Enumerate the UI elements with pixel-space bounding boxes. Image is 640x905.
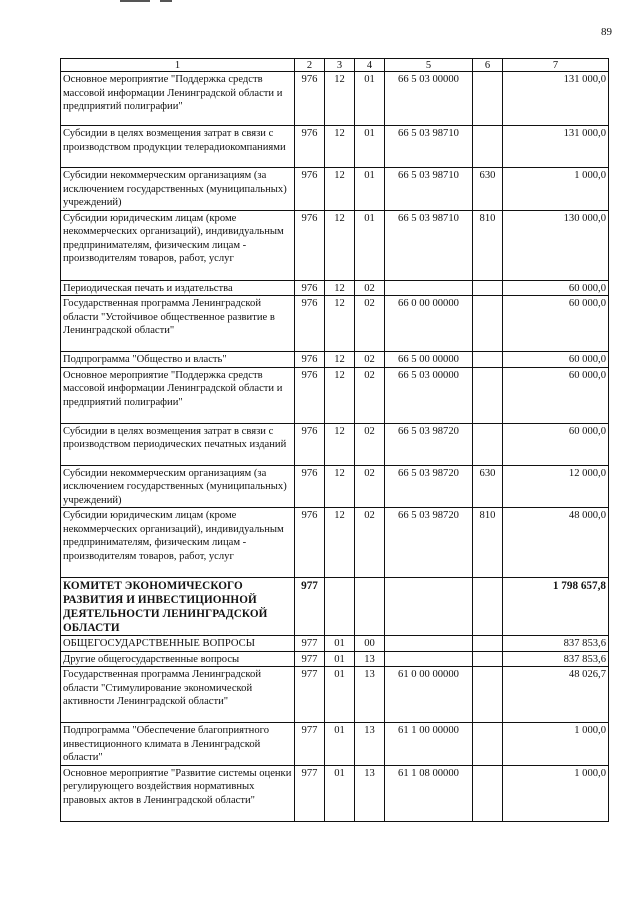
row-ministry-code: 976 bbox=[295, 210, 325, 280]
scan-artifact-left bbox=[120, 0, 150, 2]
page-number: 89 bbox=[601, 26, 612, 38]
scan-artifact-right bbox=[160, 0, 172, 2]
row-expense-type bbox=[473, 578, 503, 636]
column-header: 7 bbox=[503, 59, 609, 72]
row-target-article bbox=[385, 578, 473, 636]
row-description: Подпрограмма "Общество и власть" bbox=[61, 352, 295, 368]
row-subsection-code: 13 bbox=[355, 765, 385, 821]
row-ministry-code: 977 bbox=[295, 723, 325, 766]
column-header: 2 bbox=[295, 59, 325, 72]
row-expense-type: 810 bbox=[473, 508, 503, 578]
row-target-article bbox=[385, 636, 473, 652]
row-section-code: 12 bbox=[325, 168, 355, 211]
row-amount: 130 000,0 bbox=[503, 210, 609, 280]
table-row bbox=[61, 465, 609, 508]
row-section-code: 12 bbox=[325, 280, 355, 296]
row-subsection-code: 02 bbox=[355, 296, 385, 352]
row-amount: 131 000,0 bbox=[503, 72, 609, 126]
row-amount: 837 853,6 bbox=[503, 636, 609, 652]
row-amount: 48 026,7 bbox=[503, 667, 609, 723]
table-row bbox=[61, 210, 609, 280]
row-description: Основное мероприятие "Поддержка средств массовой информации Ленинградской области и предприятий полиграфии" bbox=[61, 72, 295, 126]
row-target-article: 66 5 03 98710 bbox=[385, 126, 473, 168]
row-ministry-code: 976 bbox=[295, 280, 325, 296]
row-target-article: 66 5 03 98710 bbox=[385, 168, 473, 211]
row-section-code: 12 bbox=[325, 72, 355, 126]
row-amount: 1 000,0 bbox=[503, 168, 609, 211]
row-subsection-code: 02 bbox=[355, 465, 385, 508]
table-row bbox=[61, 367, 609, 423]
header-row bbox=[61, 59, 609, 72]
row-target-article: 66 5 03 00000 bbox=[385, 72, 473, 126]
row-ministry-code: 976 bbox=[295, 423, 325, 465]
row-description: Государственная программа Ленинградской области "Устойчивое общественное развитие в Ленинградской области" bbox=[61, 296, 295, 352]
row-ministry-code: 976 bbox=[295, 126, 325, 168]
row-section-code: 01 bbox=[325, 723, 355, 766]
column-header: 6 bbox=[473, 59, 503, 72]
table-row bbox=[61, 423, 609, 465]
row-ministry-code: 977 bbox=[295, 578, 325, 636]
row-description: ОБЩЕГОСУДАРСТВЕННЫЕ ВОПРОСЫ bbox=[61, 636, 295, 652]
column-header: 5 bbox=[385, 59, 473, 72]
row-description: Субсидии некоммерческим организациям (за исключением государственных (муниципальных) учреждений) bbox=[61, 168, 295, 211]
row-subsection-code: 01 bbox=[355, 126, 385, 168]
row-description: Другие общегосударственные вопросы bbox=[61, 651, 295, 667]
row-subsection-code: 01 bbox=[355, 72, 385, 126]
row-ministry-code: 976 bbox=[295, 72, 325, 126]
row-description: Субсидии юридическим лицам (кроме некоммерческих организаций), индивидуальным предпринимателям, физическим лицам - производителям товаров, работ, услуг bbox=[61, 508, 295, 578]
column-header: 4 bbox=[355, 59, 385, 72]
row-ministry-code: 977 bbox=[295, 636, 325, 652]
row-section-code: 01 bbox=[325, 667, 355, 723]
row-description: Государственная программа Ленинградской области "Стимулирование экономической активности Ленинградской области" bbox=[61, 667, 295, 723]
row-expense-type bbox=[473, 667, 503, 723]
row-target-article: 61 1 00 00000 bbox=[385, 723, 473, 766]
row-amount: 1 798 657,8 bbox=[503, 578, 609, 636]
row-ministry-code: 976 bbox=[295, 465, 325, 508]
table-row bbox=[61, 765, 609, 821]
row-description: Субсидии некоммерческим организациям (за исключением государственных (муниципальных) учреждений) bbox=[61, 465, 295, 508]
column-header: 1 bbox=[61, 59, 295, 72]
row-section-code: 12 bbox=[325, 126, 355, 168]
table-row bbox=[61, 352, 609, 368]
row-subsection-code: 02 bbox=[355, 352, 385, 368]
row-target-article: 66 5 03 98720 bbox=[385, 508, 473, 578]
row-amount: 48 000,0 bbox=[503, 508, 609, 578]
table-row bbox=[61, 723, 609, 766]
row-expense-type: 810 bbox=[473, 210, 503, 280]
row-description: Субсидии юридическим лицам (кроме некоммерческих организаций), индивидуальным предпринимателям, физическим лицам - производителям товаров, работ, услуг bbox=[61, 210, 295, 280]
row-subsection-code: 01 bbox=[355, 168, 385, 211]
row-expense-type bbox=[473, 423, 503, 465]
row-section-code: 01 bbox=[325, 651, 355, 667]
row-subsection-code: 13 bbox=[355, 667, 385, 723]
row-section-code: 01 bbox=[325, 765, 355, 821]
row-expense-type bbox=[473, 72, 503, 126]
row-subsection-code: 02 bbox=[355, 367, 385, 423]
row-target-article: 66 5 00 00000 bbox=[385, 352, 473, 368]
row-target-article bbox=[385, 651, 473, 667]
row-section-code: 12 bbox=[325, 352, 355, 368]
row-ministry-code: 977 bbox=[295, 765, 325, 821]
row-section-code: 12 bbox=[325, 465, 355, 508]
table-row bbox=[61, 636, 609, 652]
row-amount: 131 000,0 bbox=[503, 126, 609, 168]
column-header: 3 bbox=[325, 59, 355, 72]
row-section-code: 01 bbox=[325, 636, 355, 652]
row-subsection-code bbox=[355, 578, 385, 636]
row-target-article: 66 5 03 98720 bbox=[385, 465, 473, 508]
table-row bbox=[61, 578, 609, 636]
row-amount: 60 000,0 bbox=[503, 280, 609, 296]
row-subsection-code: 13 bbox=[355, 723, 385, 766]
row-description: Субсидии в целях возмещения затрат в связи с производством продукции телерадиокомпаниями bbox=[61, 126, 295, 168]
row-description: КОМИТЕТ ЭКОНОМИЧЕСКОГО РАЗВИТИЯ И ИНВЕСТИЦИОННОЙ ДЕЯТЕЛЬНОСТИ ЛЕНИНГРАДСКОЙ ОБЛАСТИ bbox=[61, 578, 295, 636]
row-ministry-code: 976 bbox=[295, 508, 325, 578]
row-target-article: 66 5 03 98720 bbox=[385, 423, 473, 465]
row-expense-type bbox=[473, 723, 503, 766]
row-description: Основное мероприятие "Поддержка средств массовой информации Ленинградской области и предприятий полиграфии" bbox=[61, 367, 295, 423]
row-ministry-code: 976 bbox=[295, 367, 325, 423]
row-expense-type bbox=[473, 296, 503, 352]
row-amount: 1 000,0 bbox=[503, 765, 609, 821]
row-subsection-code: 02 bbox=[355, 280, 385, 296]
row-subsection-code: 01 bbox=[355, 210, 385, 280]
row-target-article: 66 5 03 98710 bbox=[385, 210, 473, 280]
row-target-article: 61 1 08 00000 bbox=[385, 765, 473, 821]
table-row bbox=[61, 667, 609, 723]
row-section-code: 12 bbox=[325, 423, 355, 465]
row-expense-type bbox=[473, 352, 503, 368]
row-description: Субсидии в целях возмещения затрат в связи с производством периодических печатных изданий bbox=[61, 423, 295, 465]
row-amount: 60 000,0 bbox=[503, 423, 609, 465]
row-expense-type bbox=[473, 636, 503, 652]
row-amount: 60 000,0 bbox=[503, 352, 609, 368]
row-ministry-code: 977 bbox=[295, 667, 325, 723]
row-subsection-code: 02 bbox=[355, 508, 385, 578]
table-row bbox=[61, 280, 609, 296]
row-section-code bbox=[325, 578, 355, 636]
row-amount: 837 853,6 bbox=[503, 651, 609, 667]
row-subsection-code: 13 bbox=[355, 651, 385, 667]
row-target-article: 66 5 03 00000 bbox=[385, 367, 473, 423]
row-section-code: 12 bbox=[325, 296, 355, 352]
row-target-article bbox=[385, 280, 473, 296]
row-ministry-code: 976 bbox=[295, 168, 325, 211]
row-section-code: 12 bbox=[325, 508, 355, 578]
row-ministry-code: 977 bbox=[295, 651, 325, 667]
row-expense-type bbox=[473, 765, 503, 821]
row-expense-type bbox=[473, 280, 503, 296]
row-target-article: 61 0 00 00000 bbox=[385, 667, 473, 723]
row-expense-type: 630 bbox=[473, 168, 503, 211]
row-ministry-code: 976 bbox=[295, 352, 325, 368]
row-ministry-code: 976 bbox=[295, 296, 325, 352]
row-description: Периодическая печать и издательства bbox=[61, 280, 295, 296]
row-amount: 12 000,0 bbox=[503, 465, 609, 508]
row-amount: 1 000,0 bbox=[503, 723, 609, 766]
table-row bbox=[61, 508, 609, 578]
row-amount: 60 000,0 bbox=[503, 296, 609, 352]
row-amount: 60 000,0 bbox=[503, 367, 609, 423]
row-description: Основное мероприятие "Развитие системы оценки регулирующего воздействия нормативных правовых актов в Ленинградской области" bbox=[61, 765, 295, 821]
table-row bbox=[61, 72, 609, 126]
row-section-code: 12 bbox=[325, 367, 355, 423]
budget-table bbox=[60, 58, 609, 822]
row-expense-type bbox=[473, 126, 503, 168]
row-subsection-code: 00 bbox=[355, 636, 385, 652]
table-row bbox=[61, 168, 609, 211]
row-expense-type bbox=[473, 367, 503, 423]
table-row bbox=[61, 651, 609, 667]
row-expense-type: 630 bbox=[473, 465, 503, 508]
table-row bbox=[61, 296, 609, 352]
row-section-code: 12 bbox=[325, 210, 355, 280]
row-description: Подпрограмма "Обеспечение благоприятного инвестиционного климата в Ленинградской области" bbox=[61, 723, 295, 766]
row-target-article: 66 0 00 00000 bbox=[385, 296, 473, 352]
row-subsection-code: 02 bbox=[355, 423, 385, 465]
table-row bbox=[61, 126, 609, 168]
row-expense-type bbox=[473, 651, 503, 667]
